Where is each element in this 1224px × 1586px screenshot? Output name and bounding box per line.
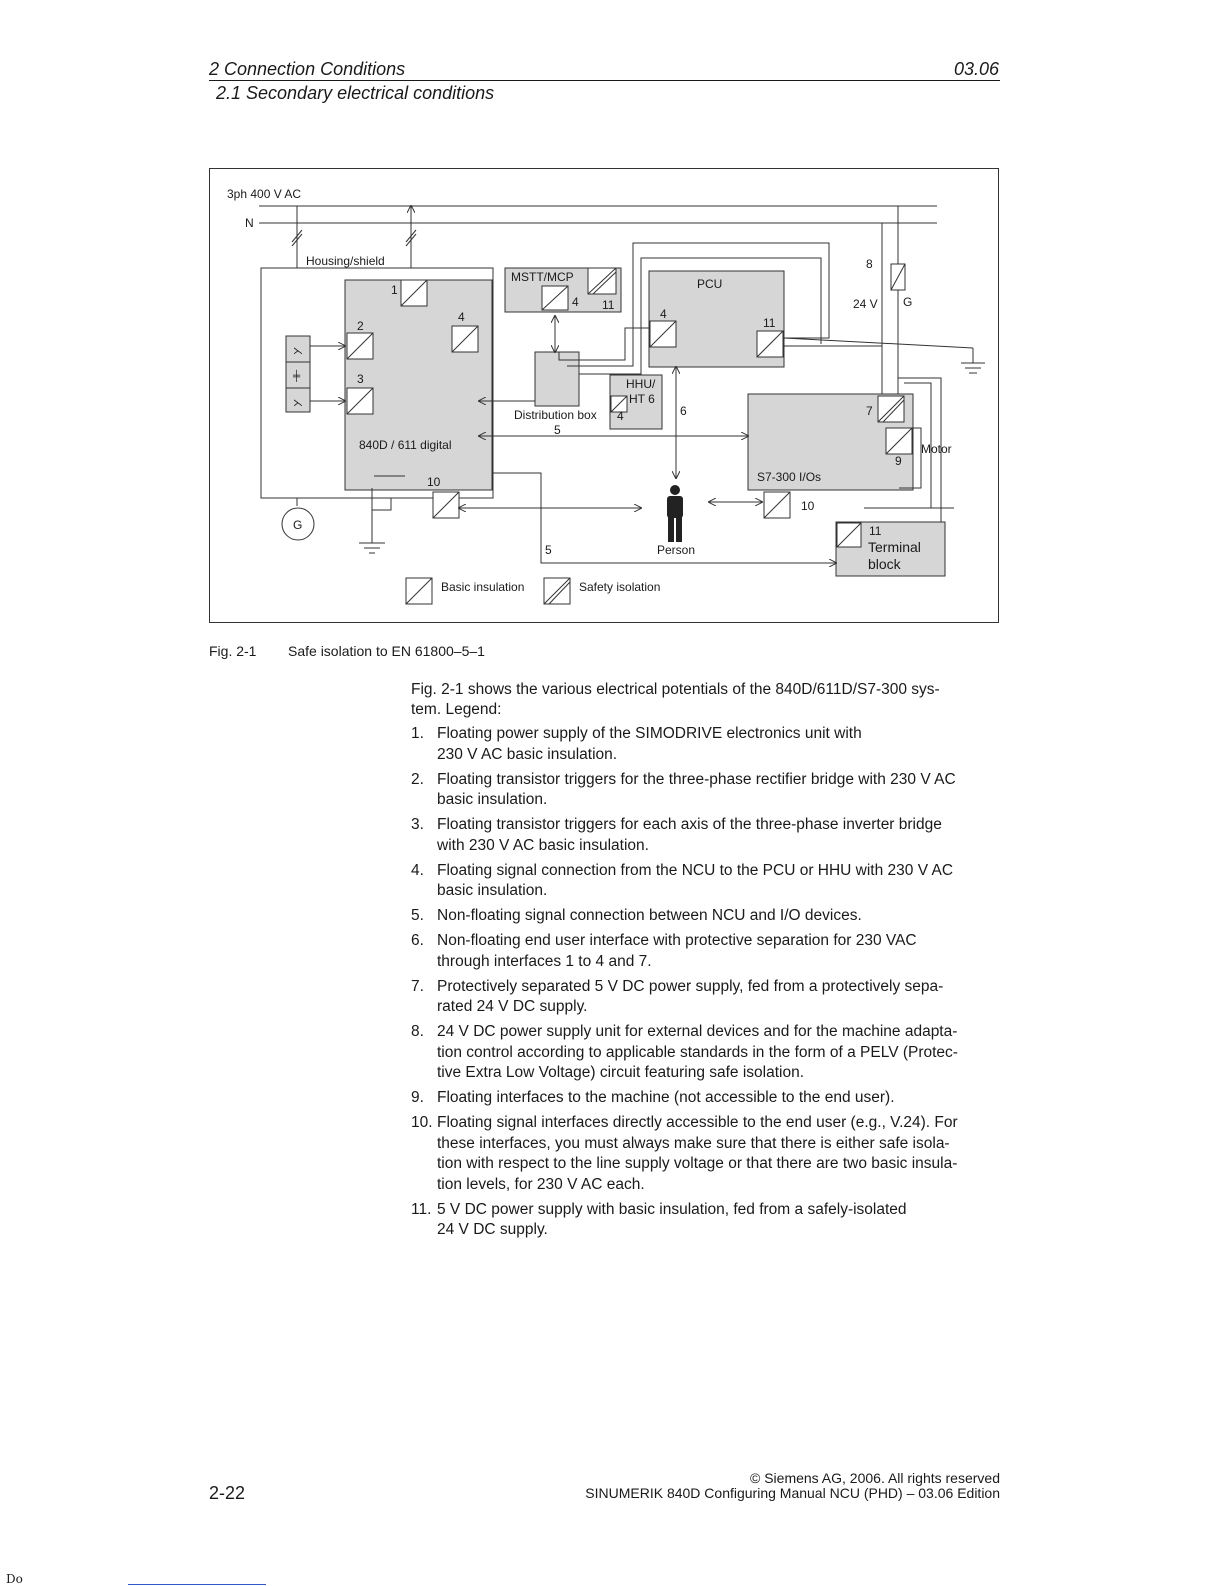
legend-item [411, 906, 1006, 927]
legend-item-line: 230 V AC basic insulation. [437, 745, 618, 763]
legend-item-number: 8. [411, 1023, 424, 1040]
edition-label: 03.06 [953, 59, 999, 79]
section-title: 2.1 Secondary electrical conditions [216, 83, 495, 103]
legend-item-line: tive Extra Low Voltage) circuit featuring safe isolation. [437, 1064, 805, 1081]
housing-label: Housing/shield [306, 254, 385, 268]
person-label: Person [657, 543, 696, 557]
legend-list [411, 724, 1006, 1245]
legend-item-line: Floating signal connection from the NCU to the PCU or HHU with 230 V AC [437, 861, 954, 879]
diagram-number-label: 1 [391, 283, 398, 297]
intro-line-1: Fig. 2-1 shows the various electrical potentials of the 840D/611D/S7-300 sys- [411, 681, 940, 698]
legend-item [411, 1022, 1006, 1084]
legend-item-number: 7. [411, 977, 424, 995]
diagram-number-label: 10 [427, 475, 441, 489]
copyright: © Siemens AG, 2006. All rights reserved [750, 1470, 1000, 1486]
legend-item-line: tion control according to applicable standards in the form of a PELV (Protec- [437, 1043, 958, 1061]
legend-item-number: 9. [411, 1089, 424, 1106]
svg-text:⋋: ⋋ [293, 346, 303, 357]
supply-label: 3ph 400 V AC [227, 187, 302, 201]
distribution-box-label: Distribution box [514, 408, 597, 422]
ncu-label: 840D / 611 digital [359, 438, 452, 452]
chapter-title: 2 Connection Conditions [209, 59, 406, 79]
diagram-number-label: 6 [680, 404, 687, 418]
diagram-number-label: 2 [357, 319, 364, 333]
legend-item [411, 861, 1006, 902]
diagram-number-label: 4 [572, 295, 579, 309]
legend-item-line: Floating interfaces to the machine (not accessible to the end user). [437, 1089, 895, 1106]
svg-text:G: G [903, 295, 913, 309]
svg-text:HT 6: HT 6 [629, 392, 655, 406]
neutral-label: N [245, 216, 254, 230]
legend-item [411, 724, 1006, 765]
legend-item-line: basic insulation. [437, 791, 548, 808]
manual-title: SINUMERIK 840D Configuring Manual NCU (PHD) – 03.06 Edition [585, 1485, 1000, 1501]
figure-caption: Safe isolation to EN 61800–5–1 [288, 643, 485, 659]
footer-link-rule [128, 1584, 266, 1585]
diagram-number-label: 7 [866, 404, 873, 418]
legend-safety-label: Safety isolation [579, 580, 661, 594]
motor-label: Motor [921, 442, 952, 456]
intro-line-2: tem. Legend: [411, 701, 502, 718]
legend-item-number: 2. [411, 770, 424, 788]
power-24v-label: 24 V [853, 297, 878, 311]
pcu-label: PCU [697, 277, 723, 291]
legend-item-line: Floating transistor triggers for each axis of the three-phase inverter bridge [437, 816, 942, 833]
legend-basic-label: Basic insulation [441, 580, 525, 594]
legend-item-line: 24 V DC power supply unit for external devices and for the machine adapta- [437, 1023, 958, 1040]
legend-item-line: 24 V DC supply. [437, 1221, 548, 1238]
legend-item-line: basic insulation. [437, 882, 548, 899]
ncu-block [345, 280, 492, 490]
legend-item-line: these interfaces, you must always make sure that there is either safe isola- [437, 1134, 950, 1152]
legend-item [411, 931, 1006, 972]
legend-item [411, 770, 1006, 811]
legend-item-number: 5. [411, 907, 424, 924]
diagram-number-label: 10 [801, 499, 815, 513]
legend-item-number: 11. [411, 1200, 432, 1218]
legend-item-line: 5 V DC power supply with basic insulation, fed from a safely-isolated [437, 1200, 907, 1218]
legend-item-line: Non-floating end user interface with protective separation for 230 VAC [437, 932, 917, 949]
diagram-number-label: 9 [895, 454, 902, 468]
legend-item-line: Non-floating signal connection between NCU and I/O devices. [437, 907, 862, 924]
legend-item-line: tion with respect to the line supply voltage or that there are two basic insula- [437, 1155, 958, 1172]
legend-item-line: Floating power supply of the SIMODRIVE electronics unit with [437, 725, 862, 742]
safe-isolation-diagram [209, 168, 999, 623]
diagram-number-label: 11 [763, 316, 776, 330]
legend-item-line: tion levels, for 230 V AC each. [437, 1175, 645, 1193]
legend-item-number: 1. [411, 725, 424, 742]
legend-item [411, 1200, 1006, 1241]
legend-item-number: 6. [411, 932, 424, 949]
diagram-number-label: 8 [866, 257, 873, 271]
legend-item-line: Protectively separated 5 V DC power supply, fed from a protectively sepa- [437, 977, 944, 995]
diagram-number-label: 3 [357, 372, 364, 386]
svg-text:Terminal: Terminal [868, 539, 921, 555]
legend-item-number: 10. [411, 1114, 433, 1131]
diagram-number-label: 4 [660, 307, 667, 321]
legend-item-line: Floating signal interfaces directly accessible to the end user (e.g., V.24). For [437, 1114, 958, 1131]
page-number: 2-22 [209, 1483, 246, 1503]
legend-item [411, 977, 1006, 1018]
legend-item-number: 3. [411, 816, 424, 833]
legend-item [411, 1088, 1006, 1109]
diagram-number-label: 5 [554, 423, 561, 437]
diagram-number-label: 4 [458, 310, 465, 324]
svg-text:block: block [868, 556, 901, 572]
legend-item-line: with 230 V AC basic insulation. [437, 836, 649, 854]
mstt-label: MSTT/MCP [511, 270, 574, 284]
figure-number: Fig. 2-1 [209, 643, 257, 659]
diagram-number-label: 4 [617, 409, 624, 423]
svg-text:╪: ╪ [293, 371, 301, 382]
legend-item-line: Floating transistor triggers for the three-phase rectifier bridge with 230 V AC [437, 770, 956, 788]
legend-item-line: through interfaces 1 to 4 and 7. [437, 952, 652, 970]
diagram-number-label: 11 [602, 298, 615, 312]
svg-text:HHU/: HHU/ [626, 377, 656, 391]
diagram-number-label: 5 [545, 543, 552, 557]
svg-text:⋋: ⋋ [293, 398, 303, 409]
legend-item [411, 815, 1006, 856]
legend-item-number: 4. [411, 861, 424, 879]
s7-label: S7-300 I/Os [757, 470, 822, 484]
svg-text:G: G [293, 518, 303, 532]
stray-text: Do [6, 1572, 23, 1586]
legend-item [411, 1113, 1006, 1195]
diagram-number-label: 11 [869, 524, 882, 538]
legend-item-line: rated 24 V DC supply. [437, 998, 588, 1015]
header-rule [209, 80, 1000, 81]
